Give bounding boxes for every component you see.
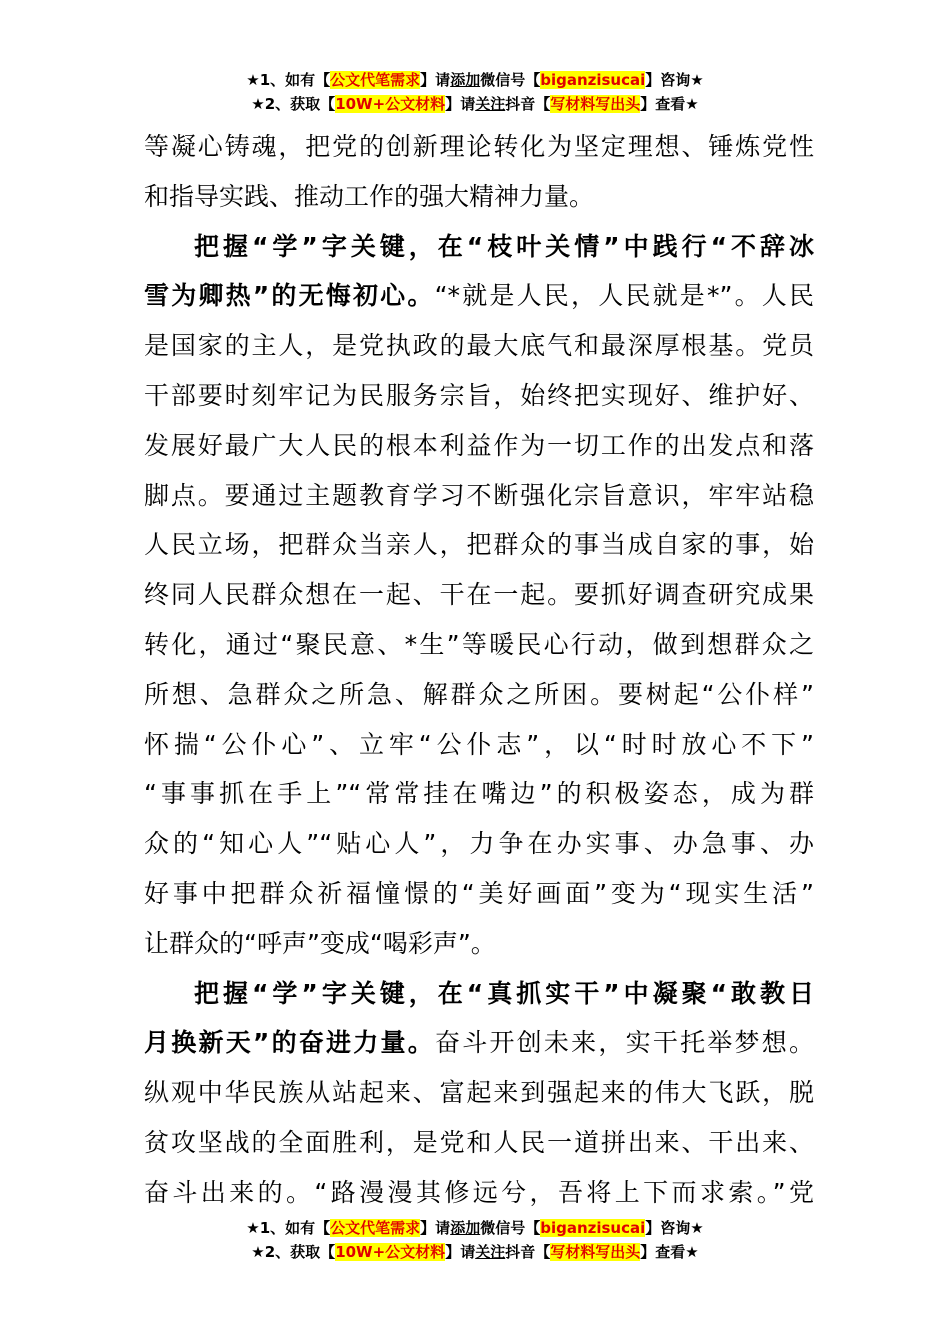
footer-banner	[0, 1216, 950, 1264]
banner-line-2: ★2、获取【10W+公文材料】请关注抖音【写材料写出头】查看★	[251, 1243, 699, 1261]
highlight-materials: 10W+公文材料	[335, 1243, 446, 1261]
body-line: “事事抓在手上”“常常挂在嘴边”的积极姿态，成为群	[144, 779, 814, 809]
section-heading-line: 月换新天”的奋进力量。奋斗开创未来，实干托举梦想。	[144, 1028, 814, 1058]
header-banner	[0, 68, 950, 116]
body-line: 转化，通过“聚民意、*生”等暖民心行动，做到想群众之	[144, 629, 814, 659]
body-line: 等凝心铸魂，把党的创新理论转化为坚定理想、锤炼党性	[144, 132, 814, 161]
body-line: 干部要时刻牢记为民服务宗旨，始终把实现好、维护好、	[144, 380, 814, 410]
highlight-douyin: 写材料写出头	[550, 95, 641, 113]
body-line: 是国家的主人，是党执政的最大底气和最深厚根基。党员	[144, 331, 814, 361]
body-line: 所想、急群众之所急、解群众之所困。要树起“公仆样”	[144, 679, 814, 709]
body-line: 奋斗出来的。“路漫漫其修远兮，吾将上下而求索。”党	[144, 1177, 814, 1207]
body-line: 终同人民群众想在一起、干在一起。要抓好调查研究成果	[144, 580, 814, 610]
highlight-wechat-id: biganzisucai	[540, 1219, 646, 1237]
body-line: 和指导实践、推动工作的强大精神力量。	[144, 181, 595, 211]
section-heading-line: 把握“学”字关键，在“枝叶关情”中践行“不辞冰	[194, 231, 814, 261]
highlight-douyin: 写材料写出头	[550, 1243, 641, 1261]
body-line: 让群众的“呼声”变成“喝彩声”。	[144, 928, 496, 958]
banner-line-2: ★2、获取【10W+公文材料】请关注抖音【写材料写出头】查看★	[251, 95, 699, 113]
banner-line-1: ★1、如有【公文代笔需求】请添加微信号【biganzisucai】咨询★	[246, 1219, 704, 1237]
highlight-wechat-id: biganzisucai	[540, 71, 646, 89]
highlight-service: 公文代笔需求	[330, 1219, 421, 1237]
body-line: 好事中把群众祈福憧憬的“美好画面”变为“现实生活”	[144, 878, 814, 908]
body-line: 怀揣“公仆心”、立牢“公仆志”，以“时时放心不下”	[144, 729, 814, 759]
body-line: 发展好最广大人民的根本利益作为一切工作的出发点和落	[144, 430, 814, 460]
body-line: 脚点。要通过主题教育学习不断强化宗旨意识，牢牢站稳	[144, 480, 814, 510]
body-line: 贫攻坚战的全面胜利，是党和人民一道拼出来、干出来、	[144, 1127, 814, 1157]
document-body	[144, 122, 814, 1218]
body-line: 人民立场，把群众当亲人，把群众的事当成自家的事，始	[144, 530, 814, 560]
section-heading-line: 把握“学”字关键，在“真抓实干”中凝聚“敢教日	[194, 978, 814, 1008]
body-line: 纵观中华民族从站起来、富起来到强起来的伟大飞跃，脱	[144, 1078, 814, 1108]
banner-line-1: ★1、如有【公文代笔需求】请添加微信号【biganzisucai】咨询★	[246, 71, 704, 89]
section-heading-line: 雪为卿热”的无悔初心。“*就是人民，人民就是*”。人民	[144, 281, 815, 311]
highlight-materials: 10W+公文材料	[335, 95, 446, 113]
highlight-service: 公文代笔需求	[330, 71, 421, 89]
body-line: 众的“知心人”“贴心人”，力争在办实事、办急事、办	[144, 829, 814, 859]
